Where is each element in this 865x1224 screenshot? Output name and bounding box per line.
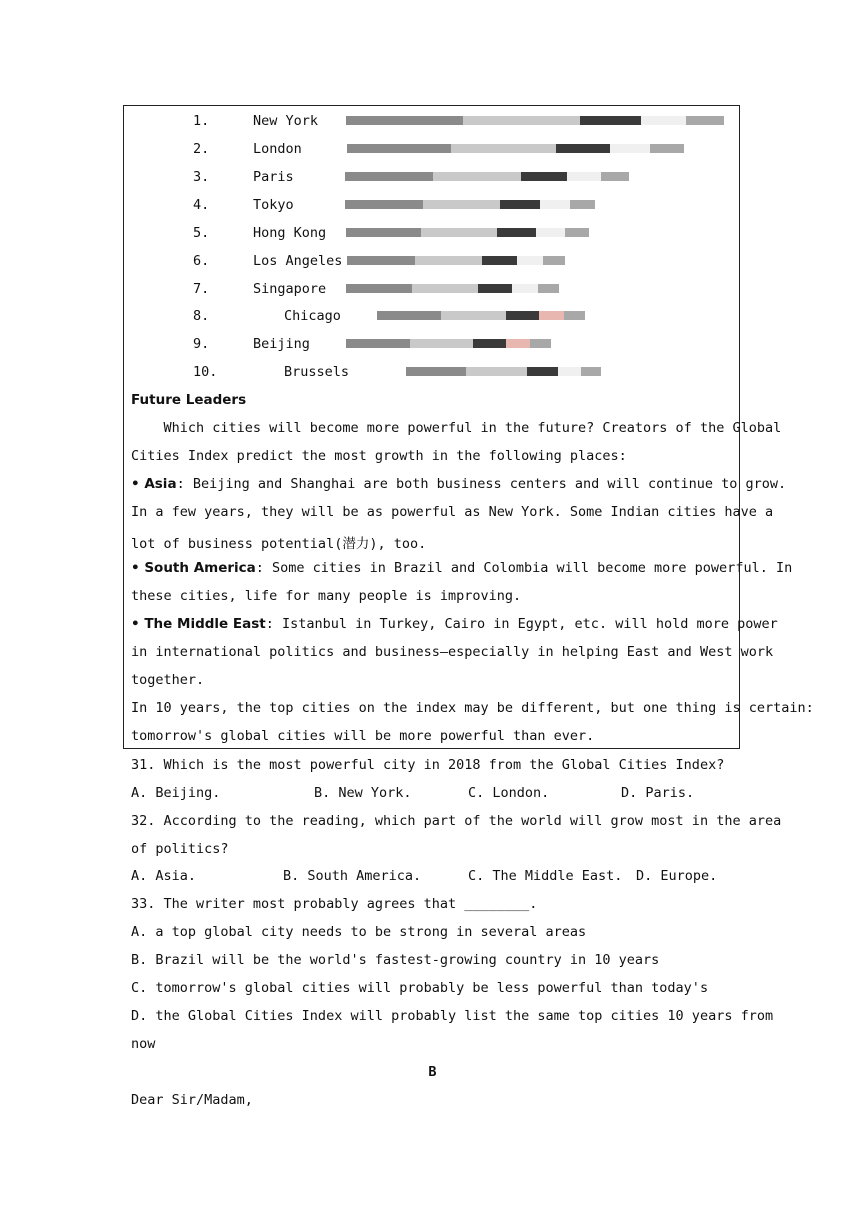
rank-number: 10.: [193, 364, 218, 380]
bar-segment: [346, 339, 410, 348]
bar-segment: [441, 311, 505, 320]
bar-segment: [377, 311, 441, 320]
rank-city-name: London: [253, 141, 302, 157]
bar-segment: [610, 144, 650, 153]
q31-option-a: A. Beijing.: [131, 785, 221, 801]
q33-option-b: B. Brazil will be the world's fastest-growing country in 10 years: [131, 952, 660, 968]
bar-segment: [345, 172, 433, 181]
rank-number: 3.: [193, 169, 210, 185]
rank-city-name: Beijing: [253, 336, 310, 352]
rank-score-bar: [346, 339, 551, 348]
section-b-heading: B: [428, 1064, 437, 1080]
conclusion-line-2: tomorrow's global cities will be more powerful than ever.: [131, 728, 595, 744]
bar-segment: [451, 144, 555, 153]
question-33: 33. The writer most probably agrees that ________.: [131, 896, 538, 912]
bar-segment: [346, 116, 463, 125]
q31-option-c: C. London.: [468, 785, 550, 801]
bar-segment: [517, 256, 543, 265]
rank-city-name: Brussels: [284, 364, 350, 380]
south-america-label: • South America: [131, 560, 256, 576]
rank-city-name: Hong Kong: [253, 225, 327, 241]
bar-segment: [601, 172, 629, 181]
asia-line-3: lot of business potential(潜力), too.: [131, 536, 427, 552]
asia-line-2: In a few years, they will be as powerful as New York. Some Indian cities have a: [131, 504, 774, 520]
bar-segment: [506, 339, 531, 348]
middle-east-line-2: in international politics and business—especially in helping East and West work: [131, 644, 774, 660]
rank-number: 9.: [193, 336, 210, 352]
q33-option-d-line-2: now: [131, 1036, 156, 1052]
bar-segment: [410, 339, 474, 348]
q32-option-b: B. South America.: [283, 868, 422, 884]
rank-city-name: New York: [253, 113, 319, 129]
rank-city-name: Chicago: [284, 308, 341, 324]
rank-score-bar: [347, 144, 684, 153]
q32-option-c: C. The Middle East.: [468, 868, 623, 884]
bar-segment: [686, 116, 724, 125]
middle-east-line-1: • The Middle East: Istanbul in Turkey, Cairo in Egypt, etc. will hold more power: [131, 616, 778, 632]
rank-number: 7.: [193, 281, 210, 297]
south-america-line-2: these cities, life for many people is improving.: [131, 588, 522, 604]
asia-label: • Asia: [131, 476, 177, 492]
bar-segment: [570, 200, 595, 209]
middle-east-line-3: together.: [131, 672, 205, 688]
question-31: 31. Which is the most powerful city in 2018 from the Global Cities Index?: [131, 757, 725, 773]
letter-greeting: Dear Sir/Madam,: [131, 1092, 253, 1108]
rank-score-bar: [345, 200, 595, 209]
rank-number: 6.: [193, 253, 210, 269]
q31-option-d: D. Paris.: [621, 785, 695, 801]
bar-segment: [500, 200, 540, 209]
bar-segment: [580, 116, 640, 125]
bar-segment: [512, 284, 538, 293]
bar-segment: [497, 228, 536, 237]
bar-segment: [406, 367, 466, 376]
bar-segment: [412, 284, 478, 293]
rank-score-bar: [406, 367, 601, 376]
south-america-line-1: • South America: Some cities in Brazil and Colombia will become more powerful. In: [131, 560, 793, 576]
rank-score-bar: [347, 256, 565, 265]
bar-segment: [527, 367, 558, 376]
bar-segment: [506, 311, 539, 320]
bar-segment: [539, 311, 564, 320]
bar-segment: [564, 311, 585, 320]
rank-number: 5.: [193, 225, 210, 241]
rank-city-name: Paris: [253, 169, 294, 185]
rank-number: 8.: [193, 308, 210, 324]
bar-segment: [423, 200, 501, 209]
rank-score-bar: [346, 284, 559, 293]
bar-segment: [581, 367, 601, 376]
rank-number: 4.: [193, 197, 210, 213]
conclusion-line-1: In 10 years, the top cities on the index may be different, but one thing is certain:: [131, 700, 814, 716]
bar-segment: [558, 367, 581, 376]
q33-option-c: C. tomorrow's global cities will probably be less powerful than today's: [131, 980, 709, 996]
rank-score-bar: [345, 172, 629, 181]
question-32-line-1: 32. According to the reading, which part of the world will grow most in the area: [131, 813, 782, 829]
bar-segment: [540, 200, 570, 209]
rank-score-bar: [346, 228, 589, 237]
intro-line-2: Cities Index predict the most growth in the following places:: [131, 448, 627, 464]
bar-segment: [421, 228, 496, 237]
bar-segment: [346, 228, 421, 237]
bar-segment: [466, 367, 526, 376]
asia-line-1: • Asia: Beijing and Shanghai are both business centers and will continue to grow.: [131, 476, 787, 492]
bar-segment: [463, 116, 580, 125]
bar-segment: [433, 172, 521, 181]
bar-segment: [641, 116, 686, 125]
bar-segment: [473, 339, 506, 348]
q31-option-b: B. New York.: [314, 785, 412, 801]
rank-city-name: Singapore: [253, 281, 327, 297]
bar-segment: [543, 256, 565, 265]
bar-segment: [556, 144, 610, 153]
rank-city-name: Tokyo: [253, 197, 294, 213]
q33-option-d-line-1: D. the Global Cities Index will probably list the same top cities 10 years from: [131, 1008, 774, 1024]
bar-segment: [538, 284, 559, 293]
rank-score-bar: [377, 311, 585, 320]
middle-east-label: • The Middle East: [131, 616, 266, 632]
bar-segment: [478, 284, 512, 293]
q32-option-a: A. Asia.: [131, 868, 197, 884]
bar-segment: [536, 228, 565, 237]
bar-segment: [347, 144, 451, 153]
bar-segment: [567, 172, 601, 181]
rank-city-name: Los Angeles: [253, 253, 343, 269]
q32-option-d: D. Europe.: [636, 868, 718, 884]
bar-segment: [347, 256, 415, 265]
bar-segment: [482, 256, 517, 265]
bar-segment: [345, 200, 423, 209]
bar-segment: [346, 284, 412, 293]
bar-segment: [521, 172, 566, 181]
rank-number: 1.: [193, 113, 210, 129]
rank-score-bar: [346, 116, 724, 125]
intro-line-1: Which cities will become more powerful in the future? Creators of the Global: [131, 420, 782, 436]
q33-option-a: A. a top global city needs to be strong in several areas: [131, 924, 587, 940]
article-heading: Future Leaders: [131, 392, 247, 408]
rank-number: 2.: [193, 141, 210, 157]
question-32-line-2: of politics?: [131, 841, 229, 857]
bar-segment: [565, 228, 589, 237]
bar-segment: [415, 256, 483, 265]
bar-segment: [530, 339, 551, 348]
bar-segment: [650, 144, 684, 153]
